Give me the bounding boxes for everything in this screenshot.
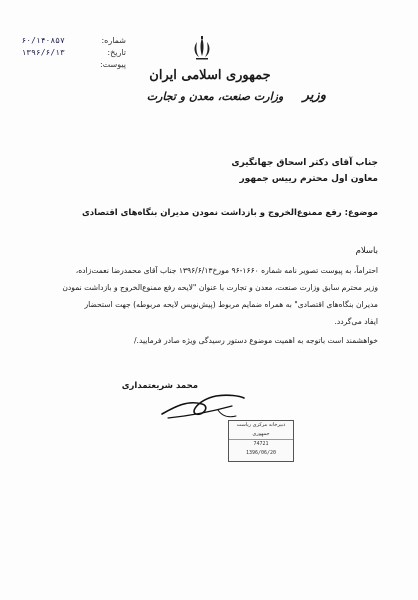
letter-date-value: ۱۳۹۶/۶/۱۳	[21, 48, 65, 57]
letterhead-republic: جمهوری اسلامی ایران	[149, 68, 271, 83]
letter-number-value: ۶۰/۱۴۰۸۵۷	[21, 36, 65, 45]
body-line: ایفاد می‌گردد.	[334, 317, 378, 326]
signer-name: محمد شریعتمداری	[121, 381, 198, 391]
letter-number-label: شماره:	[101, 36, 126, 45]
body-line: مدیران بنگاه‌های اقتصادی" به همراه ضمایم مربوط (پیش‌نویس لایحه مربوطه) جهت استحضار	[84, 300, 378, 309]
letter-date	[18, 48, 126, 57]
recipient-title: معاون اول محترم رییس جمهور	[239, 174, 378, 184]
body-line: وزیر محترم سابق وزارت صنعت، معدن و تجارت با عنوان "لایحه رفع ممنوع‌الخروج و بازداشت نمودن	[62, 283, 378, 292]
recipient-name: جناب آقای دکتر اسحاق جهانگیری	[231, 158, 378, 168]
stamp-number: 74721	[253, 441, 269, 447]
body-line: احتراماً، به پیوست تصویر نامه شماره ۱۶۶۰-۹۶ مورخ۱۳۹۶/۶/۱۳ جناب آقای محمدرضا نعمت‌زاده،	[75, 266, 378, 275]
letter-attachment	[18, 60, 126, 69]
stamp-date: 1396/06/20	[245, 450, 277, 456]
letter-date-label: تاریخ:	[107, 48, 126, 57]
letter-greeting: باسلام	[355, 246, 378, 256]
body-line: خواهشمند است باتوجه به اهمیت موضوع دستور رسیدگی ویژه صادر فرمایید./	[133, 336, 378, 345]
letterhead-ministry: وزارت صنعت، معدن و تجارت	[146, 90, 284, 103]
iran-emblem-icon	[190, 36, 214, 62]
letter-attachment-label: پیوست:	[99, 60, 126, 69]
registration-stamp	[228, 420, 294, 462]
stamp-title: دبیرخانه مرکزی ریاست جمهوری	[229, 421, 293, 440]
letter-number	[18, 36, 126, 45]
letter-subject: موضوع: رفع ممنوع‌الخروج و بازداشت نمودن مدیران بنگاه‌های اقتصادی	[82, 208, 378, 218]
letterhead-minister: وزیر	[302, 88, 326, 103]
